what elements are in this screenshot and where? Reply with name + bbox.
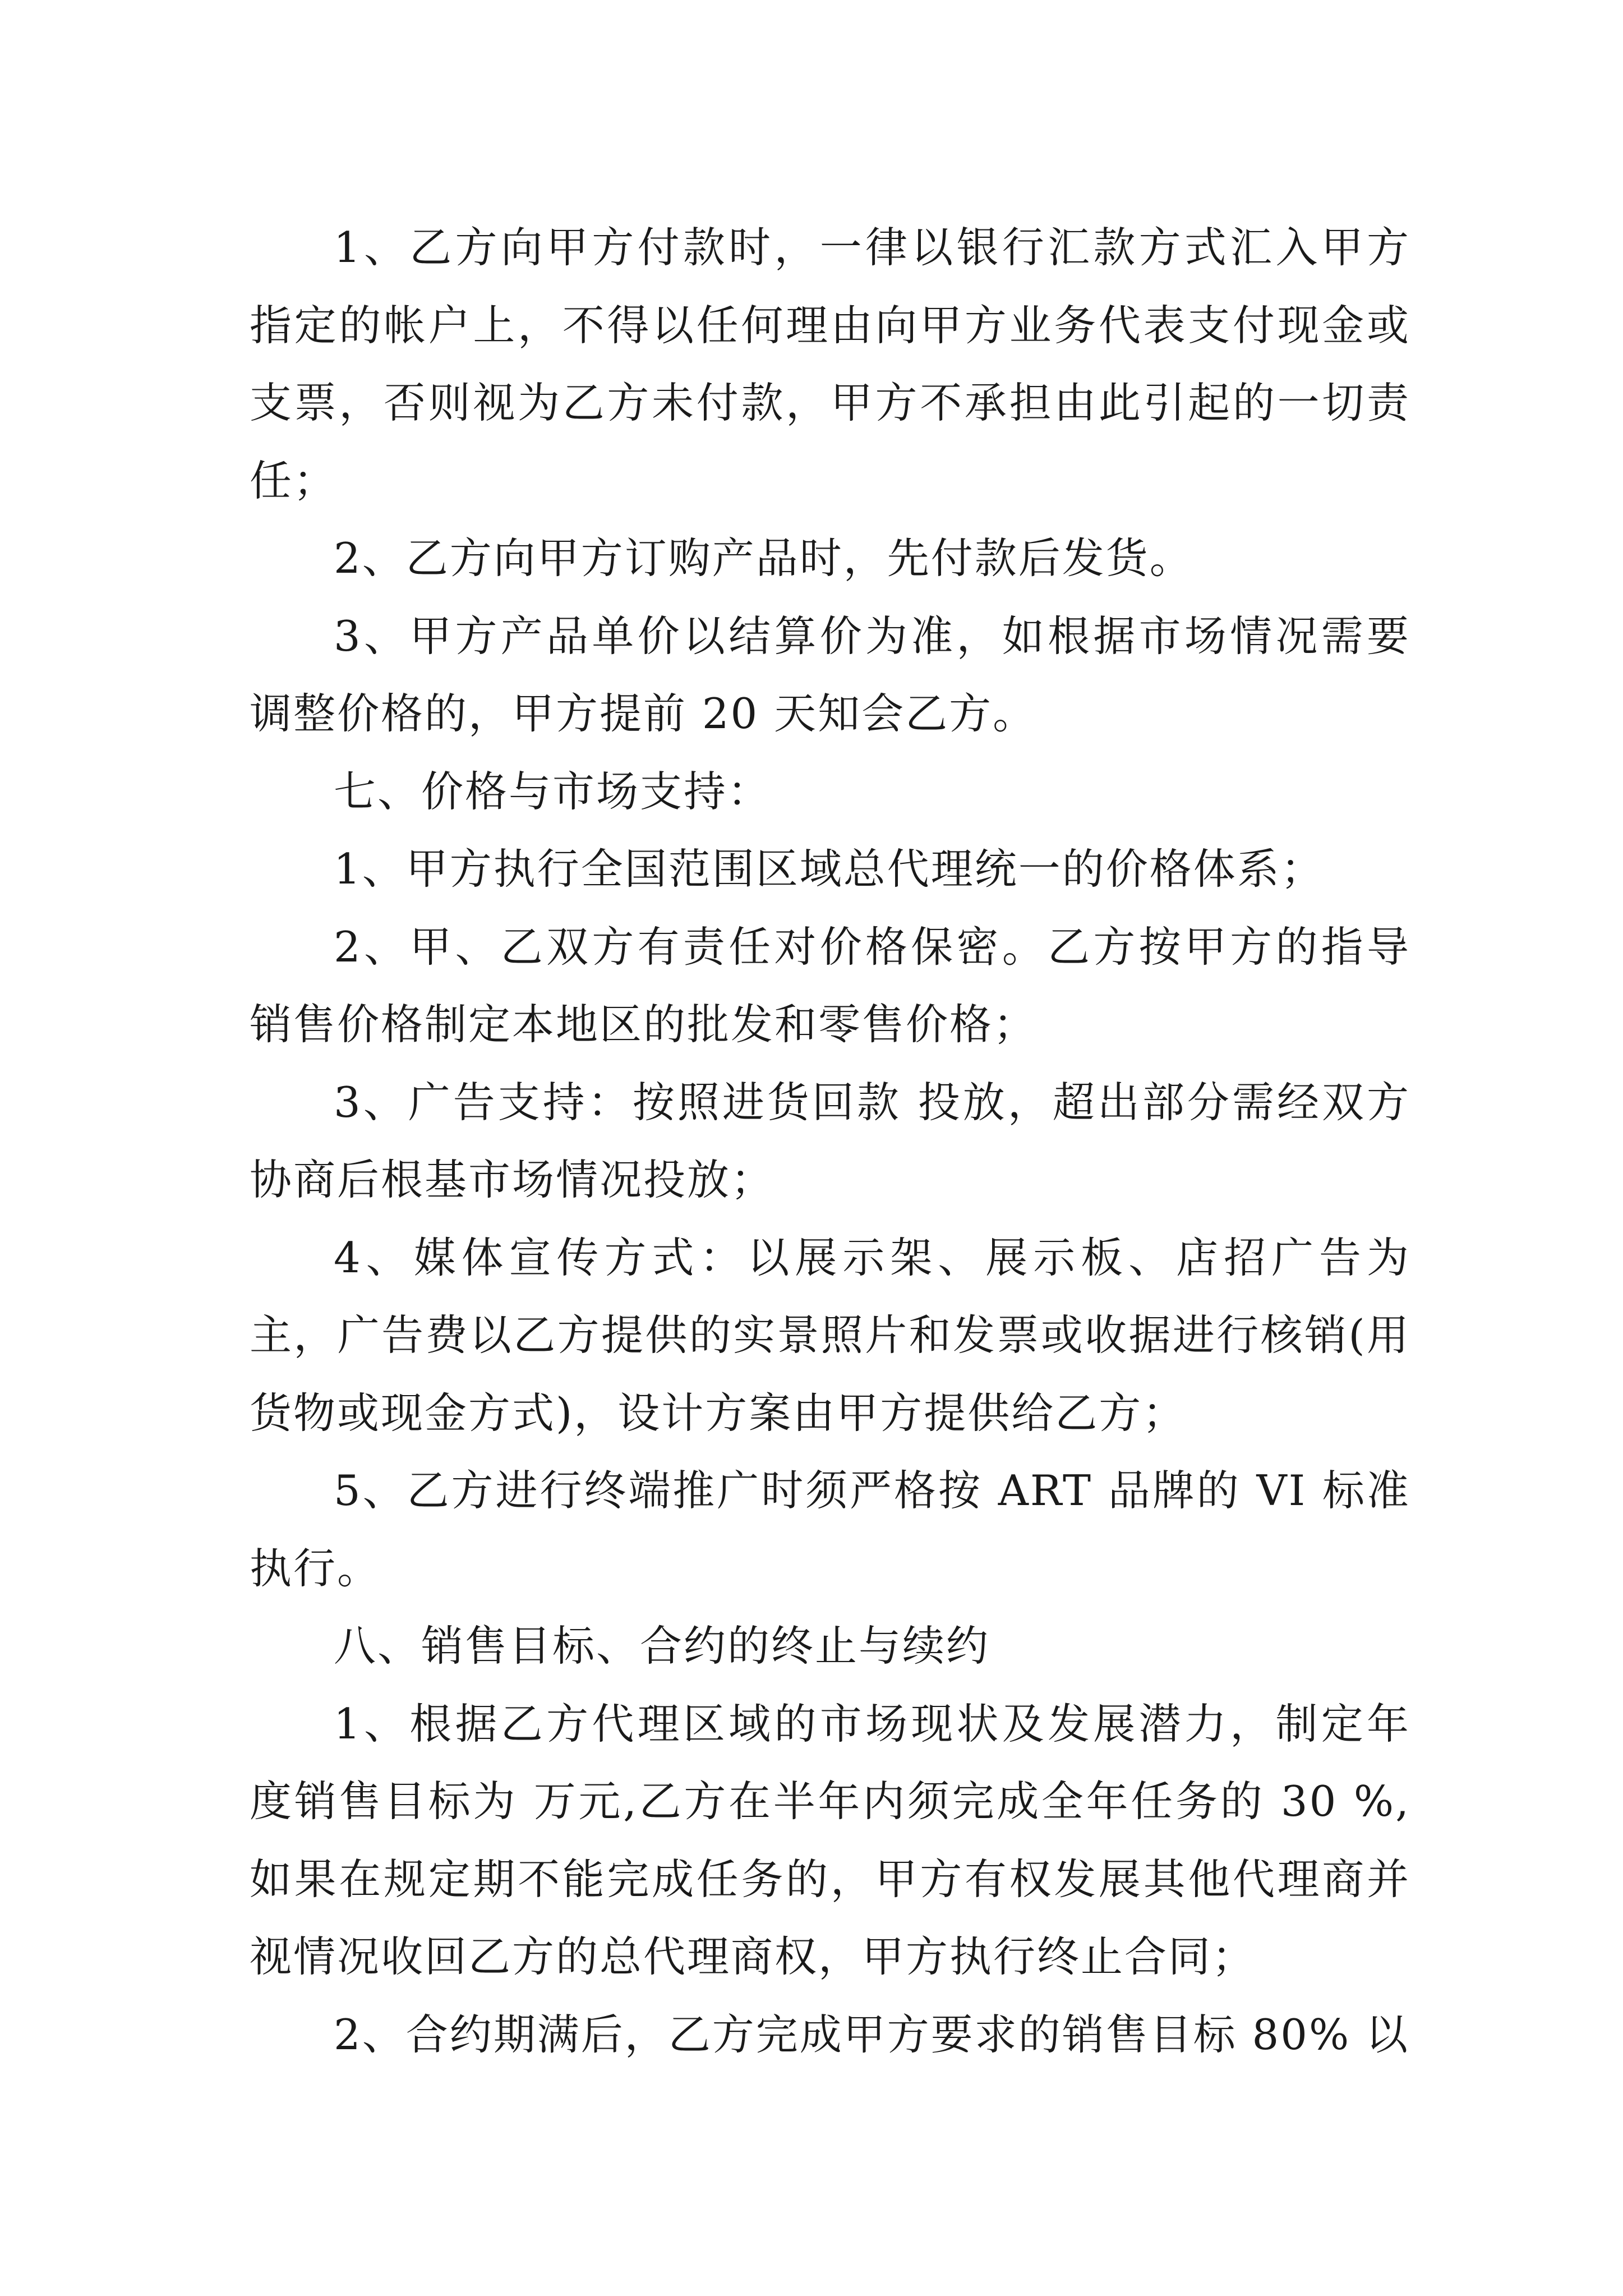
- document-body: [250, 209, 1410, 2073]
- paragraph-annual-sales-target: 1、根据乙方代理区域的市场现状及发展潜力，制定年度销售目标为 万元,乙方在半年内须完成全年任务的 30 %,如果在规定期不能完成任务的，甲方有权发展其他代理商并视情况收回乙方的总代理商权，甲方执行终止合同；: [250, 1699, 1410, 1981]
- paragraph-media-promotion: 4、媒体宣传方式：以展示架、展示板、店招广告为主，广告费以乙方提供的实景照片和发票或收据进行核销(用货物或现金方式)，设计方案由甲方提供给乙方；: [250, 1232, 1410, 1438]
- paragraph-order-payment: 2、乙方向甲方订购产品时，先付款后发货。: [334, 533, 1193, 583]
- paragraph-terminal-promotion: 5、乙方进行终端推广时须严格按 ART 品牌的 VI 标准执行。: [250, 1466, 1410, 1593]
- paragraph-unit-price: 3、甲方产品单价以结算价为准，如根据市场情况需要调整价格的，甲方提前 20 天知会乙方。: [250, 611, 1410, 738]
- section-heading-price-market-support: 七、价格与市场支持：: [334, 766, 772, 816]
- paragraph-price-confidentiality: 2、甲、乙双方有责任对价格保密。乙方按甲方的指导销售价格制定本地区的批发和零售价格；: [250, 922, 1410, 1049]
- paragraph-contract-renewal: 2、合约期满后，乙方完成甲方要求的销售目标 80% 以: [334, 2009, 1410, 2059]
- section-heading-sales-target: 八、销售目标、合约的终止与续约: [334, 1621, 990, 1671]
- paragraph-payment-method: 1、乙方向甲方付款时，一律以银行汇款方式汇入甲方指定的帐户上，不得以任何理由向甲方业务代表支付现金或支票，否则视为乙方未付款，甲方不承担由此引起的一切责任；: [250, 223, 1410, 505]
- paragraph-unified-price-system: 1、甲方执行全国范围区域总代理统一的价格体系；: [334, 844, 1325, 894]
- paragraph-advertising-support: 3、广告支持：按照进货回款 投放，超出部分需经双方协商后根基市场情况投放；: [250, 1077, 1410, 1204]
